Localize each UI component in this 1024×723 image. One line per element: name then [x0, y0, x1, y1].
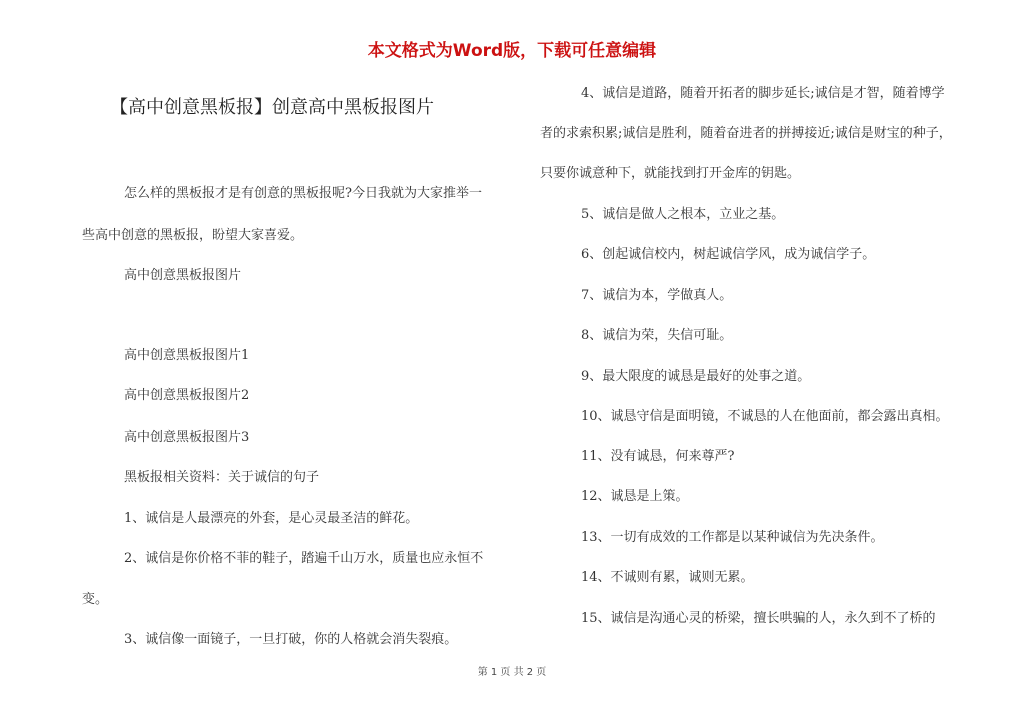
sentence-2-line-1: 2、诚信是你价格不菲的鞋子，踏遍千山万水，质量也应永恒不	[124, 551, 484, 566]
section-heading: 高中创意黑板报图片	[124, 268, 242, 283]
download-banner: 本文格式为Word版，下载可任意编辑	[367, 41, 657, 61]
sentence-13: 13、一切有成效的工作都是以某种诚信为先决条件。	[581, 530, 884, 545]
related-heading: 黑板报相关资料：关于诚信的句子	[124, 470, 320, 485]
sentence-4-line-1: 4、诚信是道路，随着开拓者的脚步延长;诚信是才智，随着博学	[581, 86, 945, 101]
page-title: 【高中创意黑板报】创意高中黑板报图片	[110, 97, 434, 118]
sentence-4-line-2: 者的求索积累;诚信是胜利，随着奋进者的拼搏接近;诚信是财宝的种子，	[540, 126, 952, 141]
sentence-6: 6、创起诚信校内，树起诚信学风，成为诚信学子。	[581, 247, 876, 262]
sentence-8: 8、诚信为荣，失信可耻。	[581, 328, 733, 343]
sentence-15: 15、诚信是沟通心灵的桥梁，擅长哄骗的人，永久到不了桥的	[581, 611, 936, 626]
sentence-14: 14、不诚则有累，诚则无累。	[581, 570, 754, 585]
intro-line-1: 怎么样的黑板报才是有创意的黑板报呢?今日我就为大家推举一	[124, 186, 482, 201]
sentence-1: 1、诚信是人最漂亮的外套，是心灵最圣洁的鲜花。	[124, 511, 419, 526]
page-number: 第 1 页 共 2 页	[477, 667, 547, 678]
image-caption-2: 高中创意黑板报图片2	[124, 388, 250, 403]
intro-line-2: 些高中创意的黑板报，盼望大家喜爱。	[82, 228, 304, 243]
sentence-10: 10、诚恳守信是面明镜，不诚恳的人在他面前，都会露出真相。	[581, 409, 949, 424]
sentence-3: 3、诚信像一面镜子，一旦打破，你的人格就会消失裂痕。	[124, 632, 458, 647]
image-caption-1: 高中创意黑板报图片1	[124, 348, 250, 363]
sentence-12: 12、诚恳是上策。	[581, 489, 689, 504]
sentence-9: 9、最大限度的诚恳是最好的处事之道。	[581, 369, 811, 384]
sentence-2-line-2: 变。	[82, 592, 109, 607]
image-caption-3: 高中创意黑板报图片3	[124, 430, 250, 445]
sentence-4-line-3: 只要你诚意种下，就能找到打开金库的钥匙。	[540, 166, 801, 181]
sentence-11: 11、没有诚恳，何来尊严?	[581, 449, 735, 464]
sentence-7: 7、诚信为本，学做真人。	[581, 288, 733, 303]
sentence-5: 5、诚信是做人之根本，立业之基。	[581, 207, 785, 222]
